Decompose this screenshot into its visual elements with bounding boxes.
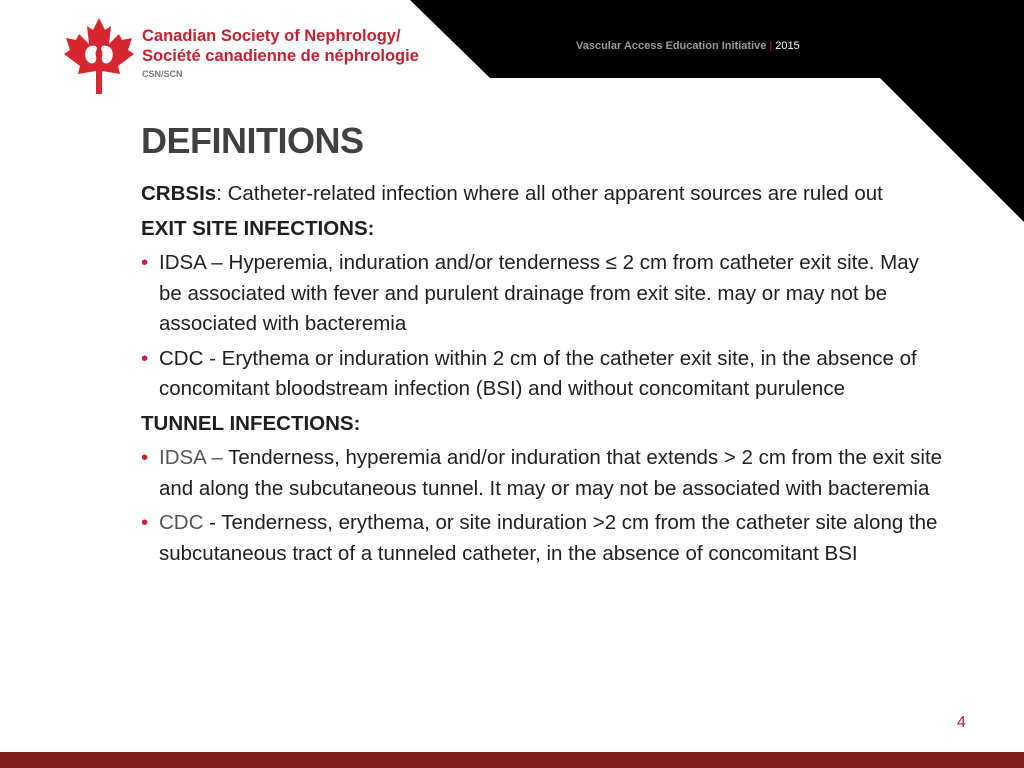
- bullet-icon: •: [141, 511, 149, 534]
- banner-year: 2015: [775, 40, 800, 52]
- footer-bar: [0, 752, 1024, 768]
- bullet-text: - Tenderness, erythema, or site induration >2 cm from the catheter site along the subcutaneous tract of a tunneled catheter, in the absence of concomitant BSI: [159, 511, 938, 565]
- exit-site-cdc-bullet: [141, 344, 946, 405]
- tunnel-cdc-bullet: [141, 508, 946, 569]
- bullet-text: Tenderness, hyperemia and/or induration that extends > 2 cm from the exit site and along the subcutaneous tunnel. It may or may not be associated with bacteremia: [159, 446, 943, 500]
- crbsi-text: : Catheter-related infection where all other apparent sources are ruled out: [216, 182, 883, 205]
- exit-site-idsa-bullet: [141, 248, 946, 340]
- crbsi-definition: [141, 179, 946, 210]
- bullet-source: CDC: [159, 511, 204, 534]
- page-number: 4: [957, 714, 966, 731]
- tunnel-idsa-bullet: [141, 443, 946, 504]
- logo-name-english: Canadian Society of Nephrology/: [142, 27, 401, 45]
- bullet-text: – Hyperemia, induration and/or tenderness ≤ 2 cm from catheter exit site. May be associated with fever and purulent drainage from exit site. may or may not be associated with bacteremia: [159, 251, 919, 335]
- tunnel-heading: TUNNEL INFECTIONS:: [141, 411, 361, 435]
- banner-separator: |: [769, 40, 773, 52]
- crbsi-term: CRBSIs: [141, 182, 217, 205]
- bullet-text: - Erythema or induration within 2 cm of the catheter exit site, in the absence of concomitant bloodstream infection (BSI) and without concomitant purulence: [159, 346, 917, 400]
- maple-leaf-kidney-icon: [62, 16, 136, 96]
- bullet-source: IDSA –: [159, 446, 223, 469]
- exit-site-heading: EXIT SITE INFECTIONS:: [141, 216, 375, 240]
- logo-acronym: CSN/SCN: [142, 69, 183, 79]
- bullet-icon: •: [141, 251, 149, 274]
- logo-name-french: Société canadienne de néphrologie: [142, 47, 419, 65]
- banner-caption: [576, 40, 800, 52]
- bullet-source: IDSA: [159, 251, 206, 274]
- slide-body: [141, 179, 946, 569]
- bullet-icon: •: [141, 446, 149, 469]
- csn-logo: [62, 16, 422, 96]
- bullet-icon: •: [141, 346, 149, 370]
- slide-title: DEFINITIONS: [141, 120, 364, 161]
- initiative-name: Vascular Access Education Initiative: [576, 40, 767, 52]
- bullet-source: CDC: [159, 346, 204, 370]
